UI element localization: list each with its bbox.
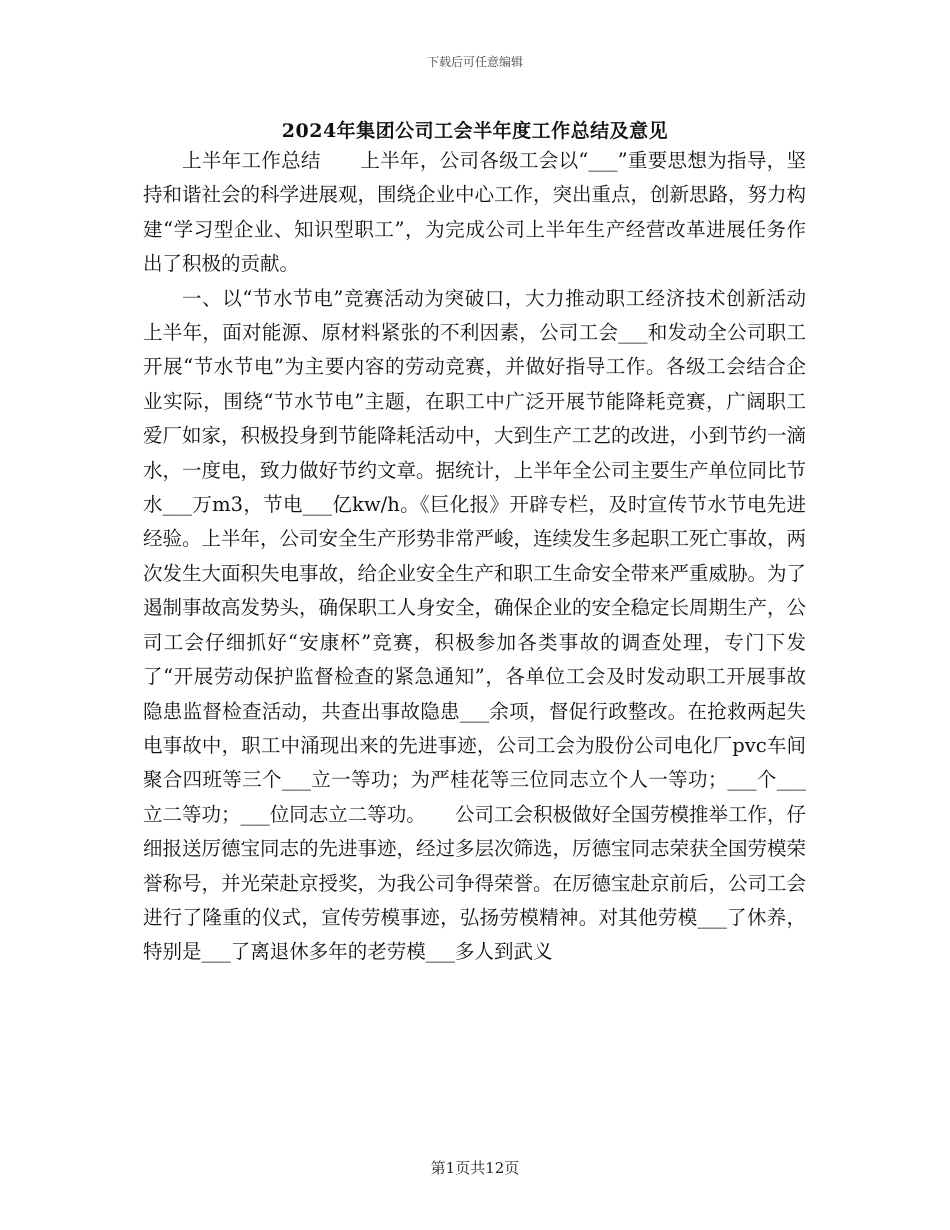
paragraph-section-one: 一、以“节水节电”竞赛活动为突破口，大力推动职工经济技术创新活动 上半年，面对能源、原材料紧张的不利因素，公司工会___和发动全公司职工开展“节水节电”为主要内容的劳动竞赛，并做好指导工作。各级工会结合企业实际，围绕“节水节电”主题，在职工中广泛开展节能降耗竞赛，广阔职工爱厂如家，积极投身到节能降耗活动中，大到生产工艺的改进，小到节约一滴水，一度电，致力做好节约文章。据统计，上半年全公司主要生产单位同比节水___万m3，节电___亿kw/h。《巨化报》开辟专栏，及时宣传节水节电先进经验。上半年，公司安全生产形势非常严峻，连续发生多起职工死亡事故，两次发生大面积失电事故，给企业安全生产和职工生命安全带来严重威胁。为了遏制事故高发势头，确保职工人身安全，确保企业的安全稳定长周期生产，公司工会仔细抓好“安康杯”竞赛，积极参加各类事故的调查处理，专门下发了“开展劳动保护监督检查的紧急通知”，各单位工会及时发动职工开展事故隐患监督检查活动，共查出事故隐患___余项，督促行政整改。在抢救两起失电事故中，职工中涌现出来的先进事迹，公司工会为股份公司电化厂pvc车间聚合四班等三个___立一等功；为严桂花等三位同志立个人一等功；___个___立二等功；___位同志立二等功。 公司工会积极做好全国劳模推举工作，仔细报送厉德宝同志的先进事迹，经过多层次筛选，厉德宝同志荣获全国劳模荣誉称号，并光荣赴京授奖，为我公司争得荣誉。在厉德宝赴京前后，公司工会进行了隆重的仪式，宣传劳模事迹，弘扬劳模精神。对其他劳模___了休养，特别是___了离退休多年的老劳模___多人到武义 xyxy=(143,286,846,964)
page-header-note: 下载后可任意编辑 xyxy=(426,55,523,69)
page-number: 第1页共12页 xyxy=(430,1159,520,1177)
document-title: 2024年集团公司工会半年度工作总结及意见 xyxy=(281,120,669,142)
document-body xyxy=(143,144,846,970)
paragraph-summary: 上半年工作总结 上半年，公司各级工会以“___”重要思想为指导，坚持和谐社会的科学进展观，围绕企业中心工作，突出重点，创新思路，努力构建“学习型企业、知识型职工”，为完成公司上半年生产经营改革进展任务作出了积极的贡献。 xyxy=(143,149,807,276)
